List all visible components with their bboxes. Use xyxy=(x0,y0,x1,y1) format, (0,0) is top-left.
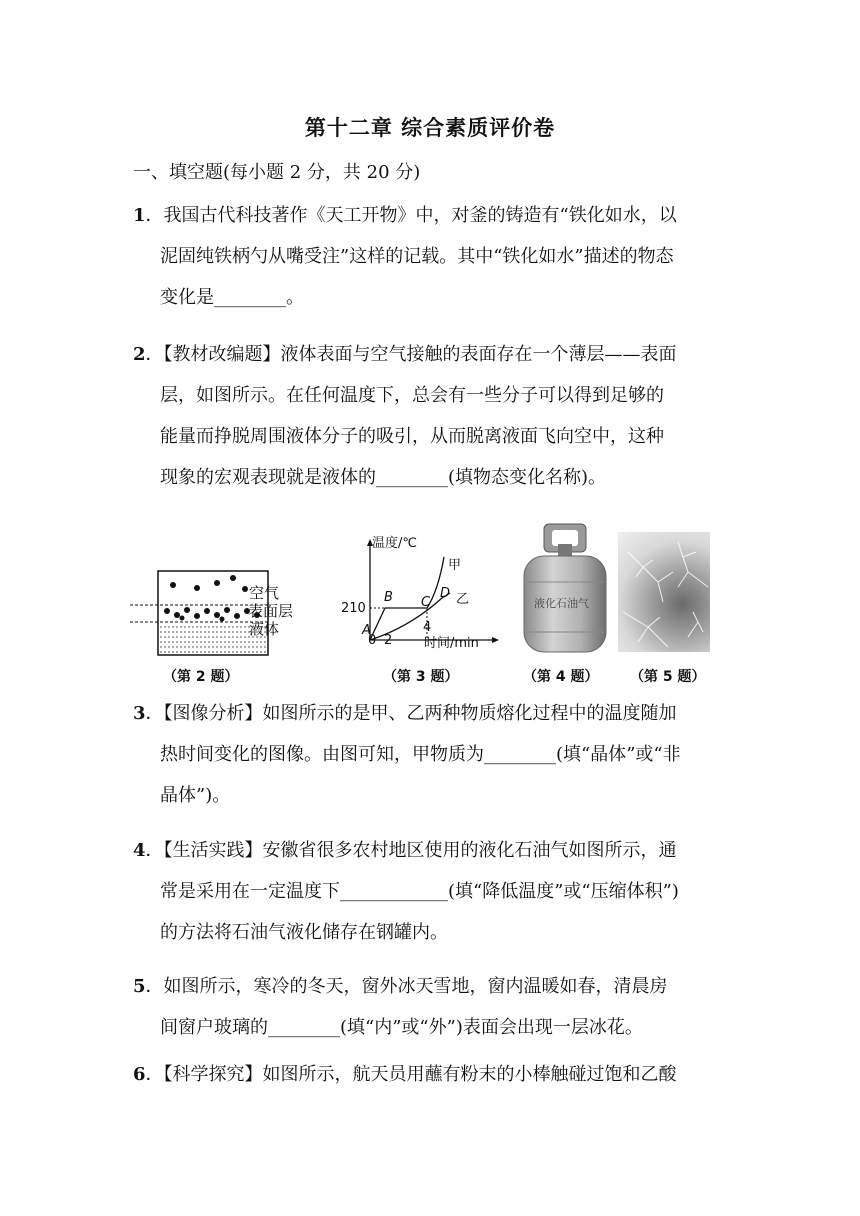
question-number: 6 xyxy=(133,1064,146,1085)
fig4-caption: （第 4 题） xyxy=(523,669,599,685)
fig3-x2: 2 xyxy=(384,633,393,648)
fig3-point-c: C xyxy=(421,595,431,610)
fig2-liquid-label: 液体 xyxy=(249,620,280,638)
question-text: 晶体”)。 xyxy=(160,785,231,806)
question-text: ．如图所示，寒冷的冬天，窗外冰天雪地，窗内温暖如春，清晨房 xyxy=(145,976,668,997)
question-text: 能量而挣脱周围液体分子的吸引，从而脱离液面飞向空中，这种 xyxy=(160,426,664,447)
question-number: 3 xyxy=(133,703,146,724)
fig2-air-label: 空气 xyxy=(249,584,280,602)
question-text: ．【教材改编题】液体表面与空气接触的表面存在一个薄层——表面 xyxy=(145,344,677,365)
question-text: 泥固纯铁柄勺从嘴受注”这样的记载。其中“铁化如水”描述的物态 xyxy=(160,246,674,267)
question-text: ．【生活实践】安徽省很多农村地区使用的液化石油气如图所示，通 xyxy=(145,840,677,861)
fig3-yi-label: 乙 xyxy=(456,592,470,607)
fig3-caption: （第 3 题） xyxy=(383,669,459,685)
question-5 xyxy=(133,966,733,1048)
fig3-jia-label: 甲 xyxy=(448,558,462,573)
fig3-point-d: D xyxy=(440,586,451,601)
question-text: ．【图像分析】如图所示的是甲、乙两种物质熔化过程中的温度随加 xyxy=(145,703,677,724)
fig5-caption: （第 5 题） xyxy=(630,669,706,685)
question-3 xyxy=(133,693,733,816)
question-text: 变化是________。 xyxy=(160,287,304,308)
question-text: 层，如图所示。在任何温度下，总会有一些分子可以得到足够的 xyxy=(160,385,664,406)
fig3-xlabel: 时间/min xyxy=(424,636,479,651)
question-text: 现象的宏观表现就是液体的________(填物态变化名称)。 xyxy=(160,467,607,488)
question-6 xyxy=(133,1054,733,1095)
question-text: ．我国古代科技著作《天工开物》中，对釜的铸造有“铁化如水，以 xyxy=(145,205,677,226)
question-number: 1 xyxy=(133,205,146,226)
question-text: 热时间变化的图像。由图可知，甲物质为________(填“晶体”或“非 xyxy=(160,744,681,765)
section-heading: 一、填空题(每小题 2 分，共 20 分) xyxy=(133,162,421,183)
figures-row xyxy=(0,520,860,690)
question-number: 5 xyxy=(133,976,146,997)
question-1 xyxy=(133,195,733,318)
question-4 xyxy=(133,830,733,953)
fig2-surface-label: 表面层 xyxy=(248,602,294,620)
fig4-gas-tank xyxy=(520,522,610,657)
page-title: 第十二章 综合素质评价卷 xyxy=(304,116,556,140)
question-text: 的方法将石油气液化储存在钢罐内。 xyxy=(160,922,448,943)
fig3-x0: 0 xyxy=(368,633,377,648)
question-2 xyxy=(133,334,733,498)
fig3-y210: 210 xyxy=(341,601,366,616)
question-text: 间窗户玻璃的________(填“内”或“外”)表面会出现一层冰花。 xyxy=(160,1017,643,1038)
fig4-tank-label: 液化石油气 xyxy=(534,597,589,610)
question-number: 4 xyxy=(133,840,146,861)
fig3-x4-label: 4 xyxy=(423,620,432,635)
question-text: ．【科学探究】如图所示，航天员用蘸有粉末的小棒触碰过饱和乙酸 xyxy=(145,1064,677,1085)
fig5-frost-photo xyxy=(618,532,710,652)
fig3-point-b: B xyxy=(384,590,393,605)
fig3-point-a: A xyxy=(362,623,371,638)
fig2-caption: （第 2 题） xyxy=(163,669,239,685)
question-number: 2 xyxy=(133,344,146,365)
question-text: 常是采用在一定温度下____________(填“降低温度”或“压缩体积”) xyxy=(160,881,679,902)
fig3-ylabel: 温度/℃ xyxy=(372,536,417,551)
